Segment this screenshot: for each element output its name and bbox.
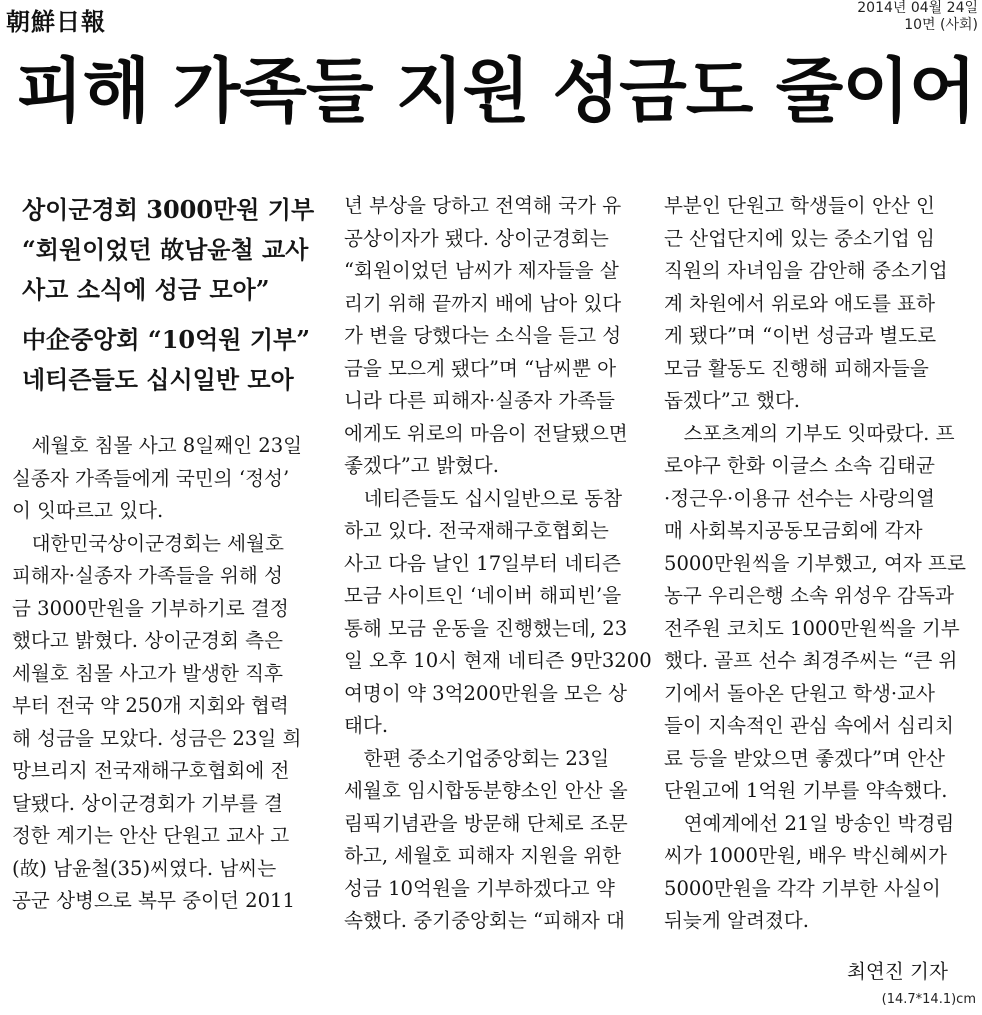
- text-line: “회원이었던 남씨가 제자들을 살: [344, 259, 619, 282]
- text-line: 로야구 한화 이글스 소속 김태균: [664, 454, 935, 477]
- text-line: 가 변을 당했다는 소식을 듣고 성: [344, 324, 622, 347]
- text-line: 들이 지속적인 관심 속에서 심리치: [664, 714, 954, 737]
- text-line: 여명이 약 3억200만원을 모은 상: [344, 681, 627, 705]
- text-line: 단원고에 1억원 기부를 약속했다.: [664, 779, 948, 802]
- text-line: 했다고 밝혔다. 상이군경회 측은: [12, 629, 283, 652]
- text-line: 실종자 가족들에게 국민의 ‘정성’: [12, 466, 290, 490]
- text-line: 모금 활동도 진행해 피해자들을: [664, 356, 929, 380]
- text-line: 년 부상을 당하고 전역해 국가 유: [344, 194, 622, 217]
- article-column-2: [344, 190, 654, 938]
- text-line: 통해 모금 운동을 진행했는데, 23: [344, 616, 628, 640]
- text-line: 스포츠계의 기부도 잇따랐다. 프: [683, 421, 955, 445]
- text-line: 공군 상병으로 복무 중이던 2011: [12, 889, 295, 912]
- text-line: 일 오후 10시 현재 네티즌 9만3200: [344, 649, 652, 672]
- text-line: 뒤늦게 알려졌다.: [664, 909, 809, 932]
- text-line: 돕겠다”고 했다.: [664, 389, 801, 412]
- text-line: 연예계에선 21일 방송인 박경림: [683, 811, 955, 835]
- text-line: 부분인 단원고 학생들이 안산 인: [664, 194, 935, 217]
- text-line: 세월호 침몰 사고가 발생한 직후: [12, 661, 283, 685]
- text-line: 공상이자가 됐다. 상이군경회는: [344, 226, 609, 250]
- body-text: [12, 430, 322, 918]
- text-line: 료 등을 받았으면 좋겠다”며 안산: [664, 746, 945, 770]
- subhead-line: “회원이었던 故남윤철 교사: [22, 235, 309, 264]
- text-line: 태다.: [344, 714, 389, 737]
- text-line: 망브리지 전국재해구호협회에 전: [12, 759, 290, 782]
- text-line: 리기 위해 끝까지 배에 남아 있다: [344, 291, 622, 315]
- text-line: 세월호 임시합동분향소인 안산 올: [344, 779, 628, 802]
- text-line: 전주원 코치도 1000만원씩을 기부: [664, 616, 960, 640]
- text-line: 금을 모으게 됐다”며 “남씨뿐 아: [344, 356, 617, 380]
- subhead-line: 상이군경회 3000만원 기부: [22, 195, 315, 224]
- subhead-line: 사고 소식에 성금 모아”: [22, 275, 270, 304]
- text-line: 매 사회복지공동모금회에 각자: [664, 519, 923, 542]
- text-line: 했다. 골프 선수 최경주씨는 “큰 위: [664, 649, 958, 672]
- text-line: 피해자·실종자 가족들을 위해 성: [12, 564, 283, 587]
- subhead-line: 네티즌들도 십시일반 모아: [22, 365, 294, 394]
- text-line: 세월호 침몰 사고 8일째인 23일: [31, 434, 303, 457]
- byline: 최연진 기자: [847, 960, 948, 983]
- text-line: (故) 남윤철(35)씨였다. 남씨는: [12, 856, 277, 880]
- text-line: 기에서 돌아온 단원고 학생·교사: [664, 681, 935, 705]
- text-line: 농구 우리은행 소속 위성우 감독과: [664, 584, 954, 607]
- text-line: 씨가 1000만원, 배우 박신혜씨가: [664, 844, 947, 867]
- text-line: 림픽기념관을 방문해 단체로 조문: [344, 811, 628, 835]
- publication-date: 2014년 04월 24일: [857, 0, 978, 16]
- article-column-1: [12, 190, 322, 918]
- text-line: 금 3000만원을 기부하기로 결정: [12, 596, 289, 620]
- text-line: 달됐다. 상이군경회가 기부를 결: [12, 791, 283, 815]
- text-line: 5000만원씩을 기부했고, 여자 프로: [664, 551, 966, 575]
- text-line: 모금 사이트인 ‘네이버 해피빈’을: [344, 584, 622, 607]
- article-column-3: [664, 190, 974, 938]
- text-line: 에게도 위로의 마음이 전달됐으면: [344, 421, 628, 445]
- dateline: [857, 0, 978, 34]
- newspaper-masthead: 朝鮮日報: [6, 7, 106, 36]
- text-line: 대한민국상이군경회는 세월호: [31, 531, 284, 555]
- text-line: 니라 다른 피해자·실종자 가족들: [344, 389, 615, 412]
- text-line: 속했다. 중기중앙회는 “피해자 대: [344, 909, 625, 932]
- text-line: 정한 계기는 안산 단원고 교사 고: [12, 824, 290, 847]
- text-line: 네티즌들도 십시일반으로 동참: [363, 486, 623, 510]
- text-line: 계 차원에서 위로와 애도를 표하: [664, 291, 935, 315]
- text-line: 하고, 세월호 피해자 지원을 위한: [344, 844, 622, 867]
- text-line: 성금 10억원을 기부하겠다고 약: [344, 876, 615, 900]
- subhead-line: 中企중앙회 “10억원 기부”: [22, 325, 311, 354]
- text-line: 직원의 자녀임을 감안해 중소기업: [664, 259, 948, 282]
- text-line: 이 잇따르고 있다.: [12, 499, 164, 522]
- text-line: 하고 있다. 전국재해구호협회는: [344, 519, 609, 542]
- text-line: 한편 중소기업중앙회는 23일: [363, 746, 610, 770]
- text-line: ·정근우·이용규 선수는 사랑의열: [664, 486, 935, 510]
- text-line: 해 성금을 모았다. 성금은 23일 희: [12, 726, 302, 750]
- text-line: 근 산업단지에 있는 중소기업 임: [664, 226, 935, 250]
- text-line: 좋겠다”고 밝혔다.: [344, 454, 499, 477]
- text-line: 사고 다음 날인 17일부터 네티즌: [344, 551, 621, 575]
- page-section: 10면 (사회): [904, 17, 978, 33]
- text-line: 부터 전국 약 250개 지회와 협력: [12, 694, 289, 717]
- text-line: 5000만원을 각각 기부한 사실이: [664, 876, 941, 900]
- text-line: 게 됐다”며 “이번 성금과 별도로: [664, 324, 937, 347]
- clipping-size: (14.7*14.1)cm: [881, 992, 976, 1007]
- article-headline: 피해 가족들 지원 성금도 줄이어: [16, 50, 976, 132]
